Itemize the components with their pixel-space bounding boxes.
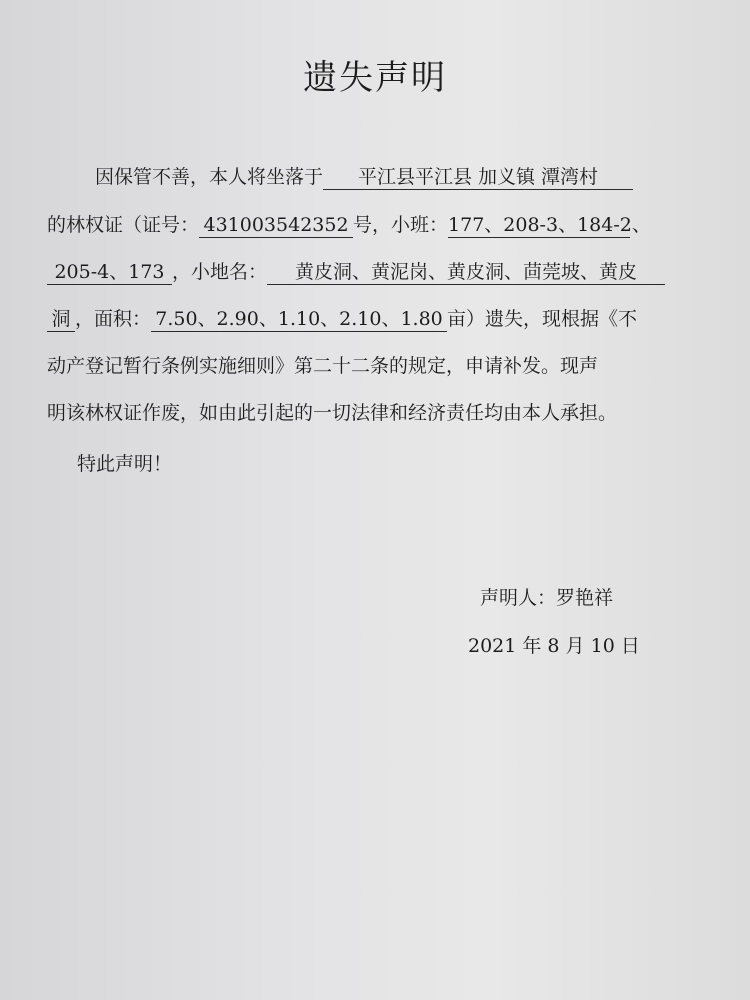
body-text: 号，小班：	[353, 214, 449, 236]
document-title: 遗失声明	[303, 58, 447, 98]
body-text: ，面积：	[75, 308, 152, 330]
body-line-3	[47, 257, 665, 287]
body-text: 的林权证（证号：	[47, 214, 200, 236]
place-names-field: 黄皮洞、黄泥岗、黄皮洞、茴莞坡、黄皮	[267, 260, 665, 285]
body-line-1	[95, 162, 633, 192]
declarant-name: 声明人：罗艳祥	[480, 587, 614, 609]
place-names-field-cont: 洞	[47, 307, 75, 332]
certificate-number-field: 431003542352	[199, 213, 353, 238]
plot-numbers-field: 177、208-3、184-2、	[448, 214, 651, 236]
body-text: 因保管不善，本人将坐落于	[95, 166, 324, 188]
declaration-date: 2021 年 8 月 10 日	[468, 635, 640, 657]
closing-statement: 特此声明！	[77, 453, 173, 475]
body-line-6: 明该林权证作废，如由此引起的一切法律和经济责任均由本人承担。	[47, 402, 618, 424]
body-line-2	[47, 210, 651, 240]
location-field: 平江县平江县 加义镇 潭湾村	[323, 165, 633, 190]
body-line-4	[47, 304, 637, 334]
body-text: ，小地名：	[172, 261, 268, 283]
plot-numbers-field-cont: 205-4、173	[47, 260, 172, 285]
body-text: 亩）遗失，现根据《不	[447, 308, 638, 330]
body-line-5: 动产登记暂行条例实施细则》第二十二条的规定，申请补发。现声	[47, 355, 599, 377]
area-field: 7.50、2.90、1.10、2.10、1.80	[151, 307, 447, 332]
